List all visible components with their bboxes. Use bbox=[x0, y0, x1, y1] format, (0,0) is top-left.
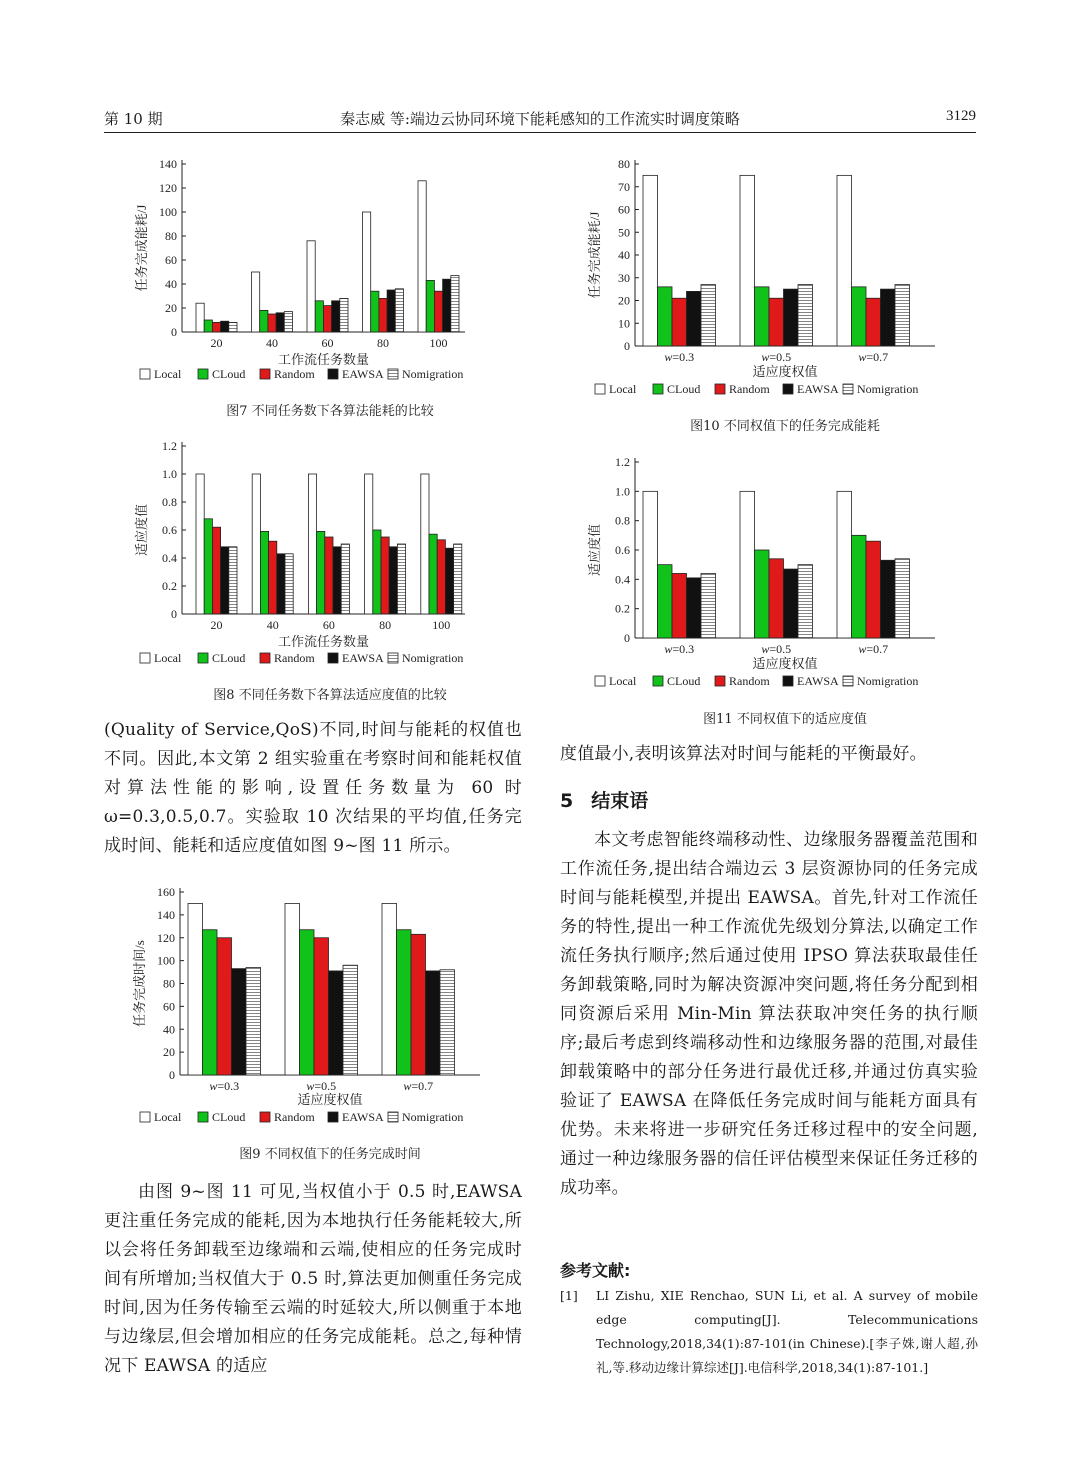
bar-nomigration-1 bbox=[284, 312, 292, 332]
y-tick-label: 0.8 bbox=[162, 495, 177, 509]
legend-swatch-local bbox=[595, 384, 605, 394]
bar-random-1 bbox=[769, 298, 784, 346]
x-tick-label: 40 bbox=[266, 618, 279, 632]
chart-legend bbox=[140, 1110, 463, 1124]
y-tick-label: 120 bbox=[159, 181, 177, 195]
bar-local-4 bbox=[421, 474, 429, 614]
bar-random-1 bbox=[314, 938, 329, 1075]
bar-random-2 bbox=[411, 934, 426, 1075]
x-axis-label: 工作流任务数量 bbox=[277, 352, 370, 367]
bar-eawsa-1 bbox=[784, 289, 799, 346]
x-tick-label: 40 bbox=[266, 336, 278, 350]
bar-eawsa-2 bbox=[333, 547, 341, 614]
bar-eawsa-0 bbox=[221, 547, 229, 614]
bar-random-3 bbox=[381, 537, 389, 614]
bar-local-0 bbox=[188, 903, 203, 1075]
reference-item bbox=[560, 1284, 978, 1380]
bar-nomigration-2 bbox=[895, 285, 910, 346]
y-tick-label: 1.2 bbox=[615, 455, 630, 469]
bar-random-4 bbox=[437, 540, 445, 614]
bar-eawsa-2 bbox=[332, 301, 340, 332]
bar-nomigration-2 bbox=[440, 970, 455, 1075]
bar-random-0 bbox=[672, 573, 687, 638]
figure-8-caption: 图8 不同任务数下各算法适应度值的比较 bbox=[213, 688, 447, 703]
bar-eawsa-1 bbox=[784, 569, 799, 638]
bar-eawsa-2 bbox=[426, 971, 441, 1075]
legend-label-nomigration: Nomigration bbox=[402, 367, 464, 381]
y-tick-label: 140 bbox=[157, 907, 175, 922]
bar-random-0 bbox=[212, 322, 220, 332]
legend-label-random: Random bbox=[274, 367, 315, 381]
bar-nomigration-1 bbox=[798, 565, 813, 638]
legend-label-local: Local bbox=[154, 1110, 182, 1124]
bar-cloud-2 bbox=[315, 301, 323, 332]
y-tick-label: 140 bbox=[159, 157, 177, 171]
legend-label-eawsa: EAWSA bbox=[342, 1110, 384, 1124]
bar-nomigration-3 bbox=[395, 289, 403, 332]
bar-local-1 bbox=[285, 903, 300, 1075]
right-paragraph-1: 度值最小,表明该算法对时间与能耗的平衡最好。 bbox=[560, 744, 927, 764]
y-tick-label: 80 bbox=[165, 229, 177, 243]
legend-label-nomigration: Nomigration bbox=[857, 382, 919, 396]
y-tick-label: 0.4 bbox=[162, 551, 177, 565]
legend-label-random: Random bbox=[274, 1110, 315, 1124]
x-axis-label: 适应度权值 bbox=[752, 656, 818, 671]
legend-swatch-cloud bbox=[198, 653, 208, 663]
bar-nomigration-2 bbox=[895, 559, 910, 638]
section-heading bbox=[560, 786, 648, 813]
bar-local-0 bbox=[196, 303, 204, 332]
y-tick-label: 0.2 bbox=[615, 601, 630, 616]
chart-legend bbox=[595, 382, 918, 396]
bar-nomigration-1 bbox=[343, 965, 358, 1075]
bar-eawsa-0 bbox=[687, 578, 702, 638]
bar-nomigration-4 bbox=[451, 276, 459, 332]
bar-local-2 bbox=[308, 474, 316, 614]
bar-local-0 bbox=[643, 491, 658, 638]
right-paragraph-2: 本文考虑智能终端移动性、边缘服务器覆盖范围和工作流任务,提出结合端边云 3 层资源协同的任务完成时间与能耗模型,并提出 EAWSA。首先,针对工作流任务的特性,提出一种工作流优先级划分算法,以确定工作流任务执行顺序;然后通过使用 IPSO 算法获取最佳任务卸载策略,同时为解决资源冲突问题,将任务分配到相同资源后采用 Min-Min 算法获取冲突任务的执行顺序;最后考虑到终端移动性和边缘服务器的范围,对最佳卸载策略中的部分任务进行最优迁移,并通过仿真实验验证了 EAWSA 在降低任务完成时间与能耗方面具有优势。未来将进一步研究任务迁移过程中的安全问题,通过一种边缘服务器的信任评估模型来保证任务迁移的成功率。 bbox=[560, 830, 978, 1198]
bar-cloud-0 bbox=[204, 320, 212, 332]
bar-eawsa-1 bbox=[277, 554, 285, 614]
y-tick-label: 0 bbox=[624, 339, 630, 353]
y-tick-label: 60 bbox=[165, 253, 177, 267]
bar-cloud-0 bbox=[204, 519, 212, 614]
y-tick-label: 1.2 bbox=[162, 439, 177, 453]
x-axis-label: 工作流任务数量 bbox=[277, 634, 370, 649]
legend-label-local: Local bbox=[154, 651, 182, 665]
bar-eawsa-4 bbox=[443, 279, 451, 332]
y-tick-label: 20 bbox=[163, 1045, 175, 1060]
bar-cloud-3 bbox=[373, 530, 381, 614]
legend-swatch-eawsa bbox=[328, 369, 338, 379]
bar-eawsa-0 bbox=[221, 321, 229, 332]
bar-cloud-1 bbox=[755, 550, 770, 638]
legend-swatch-local bbox=[140, 1112, 150, 1122]
bar-nomigration-0 bbox=[246, 967, 261, 1075]
x-tick-label: w=0.5 bbox=[761, 642, 792, 656]
y-tick-label: 10 bbox=[618, 316, 630, 331]
figure-9-caption: 图9 不同权值下的任务完成时间 bbox=[239, 1147, 421, 1162]
bar-nomigration-1 bbox=[285, 554, 293, 614]
x-tick-label: 100 bbox=[429, 336, 448, 350]
legend-label-cloud: CLoud bbox=[212, 367, 246, 381]
bar-local-1 bbox=[740, 175, 755, 346]
bar-cloud-0 bbox=[203, 930, 218, 1075]
y-tick-label: 80 bbox=[618, 157, 630, 171]
bar-random-0 bbox=[217, 938, 232, 1075]
bar-nomigration-0 bbox=[229, 322, 237, 332]
legend-label-cloud: CLoud bbox=[667, 674, 701, 688]
legend-swatch-random bbox=[260, 653, 270, 663]
legend-swatch-cloud bbox=[653, 384, 663, 394]
bar-local-0 bbox=[196, 474, 204, 614]
legend-swatch-local bbox=[140, 653, 150, 663]
figure-10-chart bbox=[585, 152, 985, 402]
y-tick-label: 20 bbox=[165, 301, 177, 315]
bar-eawsa-0 bbox=[232, 969, 247, 1075]
running-title: 秦志威 等:端边云协同环境下能耗感知的工作流实时调度策略 bbox=[340, 110, 740, 128]
figure-9-chart bbox=[130, 880, 530, 1130]
x-tick-label: 60 bbox=[322, 618, 335, 632]
x-axis-label: 适应度权值 bbox=[297, 1092, 363, 1107]
y-tick-label: 40 bbox=[618, 248, 630, 262]
bar-cloud-1 bbox=[755, 287, 770, 346]
y-axis-label: 适应度值 bbox=[134, 503, 149, 557]
bar-nomigration-4 bbox=[454, 544, 462, 614]
legend-label-eawsa: EAWSA bbox=[342, 651, 384, 665]
y-tick-label: 160 bbox=[157, 885, 175, 899]
x-tick-label: w=0.3 bbox=[664, 350, 695, 364]
bar-local-3 bbox=[363, 212, 371, 332]
legend-label-nomigration: Nomigration bbox=[402, 651, 464, 665]
x-tick-label: 20 bbox=[210, 618, 223, 632]
reference-text: LI Zishu, XIE Renchao, SUN Li, et al. A survey of mobile edge computing[J]. Telecommunications Technology,2018,34(1):87-101(in Chinese).[李子姝,谢人超,孙 礼,等.移动边缘计算综述[J].电信科学,2018,34(1):87-101.] bbox=[596, 1288, 978, 1375]
bar-cloud-2 bbox=[852, 287, 867, 346]
bar-eawsa-3 bbox=[389, 547, 397, 614]
y-tick-label: 100 bbox=[159, 205, 177, 219]
bar-cloud-3 bbox=[371, 291, 379, 332]
bar-eawsa-4 bbox=[445, 548, 453, 614]
page-header bbox=[104, 104, 976, 133]
y-tick-label: 100 bbox=[157, 953, 175, 968]
legend-swatch-nomigration bbox=[388, 1112, 398, 1122]
bar-local-2 bbox=[837, 175, 852, 346]
x-tick-label: w=0.5 bbox=[306, 1079, 337, 1093]
legend-label-nomigration: Nomigration bbox=[402, 1110, 464, 1124]
y-tick-label: 30 bbox=[618, 270, 630, 285]
bar-cloud-0 bbox=[658, 287, 673, 346]
legend-label-random: Random bbox=[729, 674, 770, 688]
bar-nomigration-0 bbox=[701, 285, 716, 346]
y-tick-label: 120 bbox=[157, 930, 175, 945]
x-tick-label: w=0.7 bbox=[858, 642, 889, 656]
legend-label-local: Local bbox=[609, 674, 637, 688]
x-tick-label: 100 bbox=[432, 618, 451, 632]
bar-nomigration-3 bbox=[397, 544, 405, 614]
legend-swatch-nomigration bbox=[388, 369, 398, 379]
x-axis-label: 适应度权值 bbox=[752, 364, 818, 379]
bar-eawsa-3 bbox=[387, 290, 395, 332]
bar-nomigration-2 bbox=[341, 544, 349, 614]
legend-label-nomigration: Nomigration bbox=[857, 674, 919, 688]
bar-local-2 bbox=[382, 903, 397, 1075]
bar-random-1 bbox=[769, 559, 784, 638]
bar-random-2 bbox=[325, 537, 333, 614]
bar-eawsa-0 bbox=[687, 291, 702, 346]
legend-swatch-local bbox=[595, 676, 605, 686]
bar-cloud-0 bbox=[658, 565, 673, 638]
bar-local-3 bbox=[365, 474, 373, 614]
x-tick-label: w=0.3 bbox=[664, 642, 695, 656]
legend-label-eawsa: EAWSA bbox=[342, 367, 384, 381]
figure-8-chart bbox=[130, 432, 530, 672]
figure-11-chart bbox=[585, 450, 985, 700]
bar-local-1 bbox=[252, 272, 260, 332]
bar-cloud-4 bbox=[426, 280, 434, 332]
figure-7-caption: 图7 不同任务数下各算法能耗的比较 bbox=[226, 404, 434, 419]
x-tick-label: 60 bbox=[321, 336, 334, 350]
y-tick-label: 50 bbox=[618, 225, 630, 240]
y-tick-label: 40 bbox=[165, 277, 177, 291]
y-tick-label: 60 bbox=[618, 202, 630, 217]
y-tick-label: 0 bbox=[624, 631, 630, 645]
y-axis-label: 任务完成能耗/J bbox=[587, 211, 602, 299]
legend-swatch-random bbox=[260, 1112, 270, 1122]
legend-swatch-nomigration bbox=[388, 653, 398, 663]
legend-swatch-random bbox=[715, 384, 725, 394]
legend-swatch-nomigration bbox=[843, 676, 853, 686]
bar-cloud-2 bbox=[397, 930, 412, 1075]
bar-random-1 bbox=[268, 314, 276, 332]
legend-swatch-eawsa bbox=[328, 653, 338, 663]
chart-legend bbox=[595, 674, 918, 688]
bar-nomigration-1 bbox=[798, 285, 813, 346]
bar-nomigration-2 bbox=[340, 298, 348, 332]
x-tick-label: w=0.7 bbox=[858, 350, 889, 364]
legend-label-cloud: CLoud bbox=[667, 382, 701, 396]
legend-label-random: Random bbox=[274, 651, 315, 665]
page-number: 3129 bbox=[946, 108, 976, 124]
bar-eawsa-1 bbox=[329, 971, 344, 1075]
left-paragraph-1: (Quality of Service,QoS)不同,时间与能耗的权值也不同。因此,本文第 2 组实验重在考察时间和能耗权值对算法性能的影响,设置任务数量为 60 时 ω=0.3,0.5,0.7。实验取 10 次结果的平均值,任务完成时间、能耗和适应度值如图 9~图 11 所示。 bbox=[104, 720, 522, 856]
y-tick-label: 0.2 bbox=[162, 579, 177, 593]
bar-cloud-2 bbox=[317, 531, 325, 614]
reference-label: [1] bbox=[560, 1288, 578, 1303]
bar-random-0 bbox=[672, 298, 687, 346]
legend-label-local: Local bbox=[154, 367, 182, 381]
y-tick-label: 40 bbox=[163, 1022, 175, 1037]
bar-random-0 bbox=[212, 527, 220, 614]
x-tick-label: w=0.5 bbox=[761, 350, 792, 364]
bar-random-2 bbox=[323, 306, 331, 332]
bar-local-1 bbox=[252, 474, 260, 614]
bar-local-1 bbox=[740, 491, 755, 638]
bar-local-0 bbox=[643, 175, 658, 346]
legend-label-cloud: CLoud bbox=[212, 651, 246, 665]
y-tick-label: 0 bbox=[171, 325, 177, 339]
legend-label-eawsa: EAWSA bbox=[797, 674, 839, 688]
legend-swatch-cloud bbox=[198, 369, 208, 379]
y-tick-label: 60 bbox=[163, 999, 175, 1014]
bar-eawsa-1 bbox=[276, 313, 284, 332]
figure-11-caption: 图11 不同权值下的适应度值 bbox=[703, 712, 867, 727]
x-tick-label: w=0.7 bbox=[403, 1079, 434, 1093]
y-tick-label: 80 bbox=[163, 976, 175, 991]
x-tick-label: 80 bbox=[377, 336, 389, 350]
bar-cloud-4 bbox=[429, 534, 437, 614]
figure-10-caption: 图10 不同权值下的任务完成能耗 bbox=[690, 419, 880, 434]
y-tick-label: 0.6 bbox=[162, 523, 177, 537]
x-tick-label: w=0.3 bbox=[209, 1079, 240, 1093]
figure-7-chart bbox=[130, 150, 530, 390]
legend-swatch-cloud bbox=[198, 1112, 208, 1122]
y-tick-label: 70 bbox=[618, 179, 630, 194]
legend-swatch-cloud bbox=[653, 676, 663, 686]
bar-cloud-1 bbox=[260, 531, 268, 614]
legend-swatch-local bbox=[140, 369, 150, 379]
y-axis-label: 任务完成时间/s bbox=[132, 940, 147, 1027]
legend-swatch-eawsa bbox=[783, 676, 793, 686]
x-tick-label: 20 bbox=[210, 336, 223, 350]
legend-label-local: Local bbox=[609, 382, 637, 396]
y-axis-label: 任务完成能耗/J bbox=[134, 204, 149, 292]
section-title-text: 结束语 bbox=[591, 790, 649, 812]
left-paragraph-2: 由图 9~图 11 可见,当权值小于 0.5 时,EAWSA 更注重任务完成的能耗,因为本地执行任务能耗较大,所以会将任务卸载至边缘端和云端,使相应的任务完成时间有所增加;当权值大于 0.5 时,算法更加侧重任务完成时间,因为任务传输至云端的时延较大,所以侧重于本地与边缘层,但会增加相应的任务完成能耗。总之,每种情况下 EAWSA 的适应 bbox=[104, 1182, 522, 1376]
bar-local-2 bbox=[837, 491, 852, 638]
y-tick-label: 20 bbox=[618, 293, 630, 308]
y-tick-label: 0.6 bbox=[615, 543, 630, 557]
bar-random-2 bbox=[866, 298, 881, 346]
legend-swatch-eawsa bbox=[328, 1112, 338, 1122]
legend-label-eawsa: EAWSA bbox=[797, 382, 839, 396]
bar-nomigration-0 bbox=[701, 573, 716, 638]
bar-local-2 bbox=[307, 241, 315, 332]
y-tick-label: 1.0 bbox=[162, 467, 177, 481]
chart-legend bbox=[140, 367, 463, 381]
references-heading: 参考文献: bbox=[560, 1261, 631, 1280]
section-number: 5 bbox=[560, 790, 574, 812]
y-tick-label: 0.8 bbox=[615, 513, 630, 528]
legend-label-random: Random bbox=[729, 382, 770, 396]
bar-random-4 bbox=[434, 291, 442, 332]
bar-cloud-1 bbox=[300, 930, 315, 1075]
bar-eawsa-2 bbox=[881, 289, 896, 346]
bar-cloud-2 bbox=[852, 535, 867, 638]
legend-label-cloud: CLoud bbox=[212, 1110, 246, 1124]
y-axis-label: 适应度值 bbox=[587, 523, 602, 577]
bar-random-3 bbox=[379, 298, 387, 332]
y-tick-label: 0 bbox=[169, 1068, 175, 1082]
issue-number: 第 10 期 bbox=[104, 110, 163, 128]
y-tick-label: 0 bbox=[171, 607, 177, 621]
bar-random-2 bbox=[866, 541, 881, 638]
y-tick-label: 0.4 bbox=[615, 572, 630, 587]
bar-random-1 bbox=[269, 541, 277, 614]
legend-swatch-nomigration bbox=[843, 384, 853, 394]
bar-eawsa-2 bbox=[881, 560, 896, 638]
bar-local-4 bbox=[418, 181, 426, 332]
legend-swatch-random bbox=[260, 369, 270, 379]
bar-cloud-1 bbox=[260, 310, 268, 332]
y-tick-label: 1.0 bbox=[615, 484, 630, 499]
chart-legend bbox=[140, 651, 463, 665]
bar-nomigration-0 bbox=[229, 547, 237, 614]
x-tick-label: 80 bbox=[379, 618, 392, 632]
legend-swatch-random bbox=[715, 676, 725, 686]
legend-swatch-eawsa bbox=[783, 384, 793, 394]
